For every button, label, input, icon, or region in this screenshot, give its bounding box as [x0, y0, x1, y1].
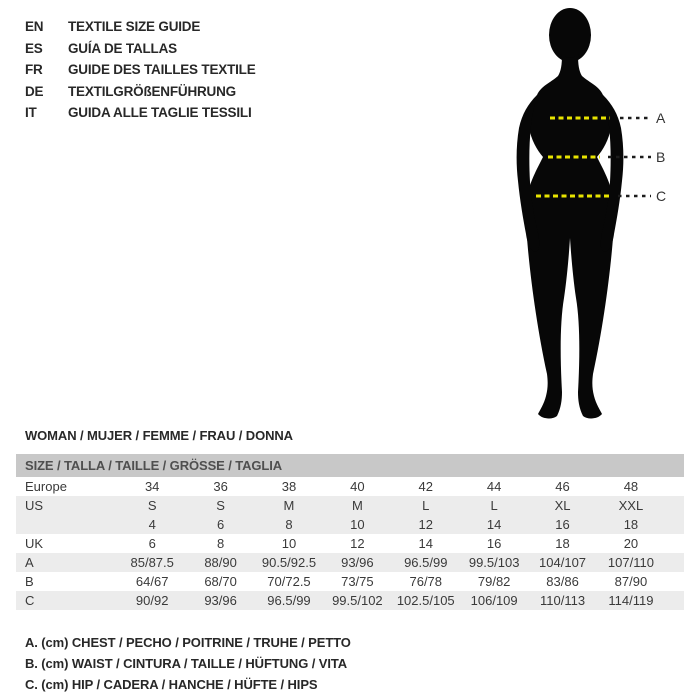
legend-line-1: B. (cm) WAIST / CINTURA / TAILLE / HÜFTUNG / VITA [25, 656, 348, 671]
size-value: 83/86 [546, 574, 579, 589]
size-value: 70/72.5 [267, 574, 311, 589]
size-table-header: SIZE / TALLA / TAILLE / GRÖSSE / TAGLIA [16, 454, 684, 477]
measurement-legend [25, 632, 351, 695]
size-table-body [16, 477, 684, 610]
language-title: TEXTILE SIZE GUIDE [68, 19, 201, 35]
size-value: L [490, 498, 498, 513]
size-value: 34 [144, 479, 160, 494]
language-title: TEXTILGRÖßENFÜHRUNG [68, 83, 236, 99]
size-value: 85/87.5 [130, 555, 174, 570]
size-value: XXL [618, 498, 644, 513]
size-table [16, 454, 684, 610]
language-title: GUIDA ALLE TAGLIE TESSILI [68, 105, 252, 121]
size-value: 20 [623, 536, 639, 551]
language-row-es [25, 38, 256, 60]
size-value: 48 [623, 479, 639, 494]
size-value: 79/82 [477, 574, 511, 589]
size-value: 99.5/103 [468, 555, 520, 570]
size-value: M [283, 498, 295, 513]
size-value: 88/90 [204, 555, 237, 570]
size-value: 90/92 [135, 593, 169, 608]
size-value: 110/113 [540, 593, 586, 608]
language-title-list [25, 16, 256, 124]
row-label: A [25, 555, 34, 570]
marker-label-c: C [656, 188, 667, 204]
size-value: 64/67 [135, 574, 169, 589]
size-value: 44 [486, 479, 502, 494]
size-value: 8 [216, 536, 225, 551]
size-value: S [147, 498, 157, 513]
woman-silhouette-svg [470, 6, 670, 424]
size-value: 102.5/105 [396, 593, 455, 608]
table-row [16, 496, 684, 515]
language-code: DE [25, 83, 44, 99]
row-label: UK [25, 536, 44, 551]
gender-heading: WOMAN / MUJER / FEMME / FRAU / DONNA [25, 428, 293, 443]
size-value: 96.5/99 [267, 593, 311, 608]
table-row [16, 534, 684, 553]
size-value: 104/107 [539, 555, 587, 570]
size-value: S [216, 498, 225, 513]
size-value: 96.5/99 [404, 555, 448, 570]
size-value: 12 [350, 536, 365, 551]
language-row-it [25, 102, 256, 124]
woman-silhouette-figure [470, 6, 670, 424]
size-value: L [422, 498, 430, 513]
legend-line-2: C. (cm) HIP / CADERA / HANCHE / HÜFTE / HIPS [25, 677, 318, 692]
language-title: GUÍA DE TALLAS [68, 40, 177, 56]
language-code: EN [25, 19, 44, 35]
size-value: 16 [555, 517, 570, 532]
language-code: FR [25, 62, 43, 78]
table-row [16, 477, 684, 496]
size-value: 6 [216, 517, 225, 532]
size-value: 36 [213, 479, 228, 494]
size-value: 114/119 [608, 593, 654, 608]
size-value: 73/75 [341, 574, 374, 589]
language-row-fr [25, 59, 256, 81]
row-label: C [25, 593, 35, 608]
marker-label-a: A [656, 110, 666, 126]
row-label: US [25, 498, 44, 513]
table-row [16, 553, 684, 572]
size-value: 46 [555, 479, 570, 494]
table-row [16, 572, 684, 591]
silhouette-head [549, 8, 591, 62]
language-row-en [25, 16, 256, 38]
row-label: Europe [25, 479, 67, 494]
size-value: 4 [148, 517, 156, 532]
size-value: 12 [418, 517, 433, 532]
row-label: B [25, 574, 34, 589]
size-value: 16 [486, 536, 502, 551]
size-value: 38 [281, 479, 297, 494]
size-value: 8 [285, 517, 293, 532]
size-value: 42 [418, 479, 433, 494]
size-value: 6 [148, 536, 156, 551]
silhouette-body [526, 54, 615, 418]
size-value: 10 [350, 517, 365, 532]
size-value: 90.5/92.5 [261, 555, 317, 570]
size-value: 18 [623, 517, 639, 532]
language-row-de [25, 81, 256, 103]
size-value: 93/96 [204, 593, 237, 608]
size-value: 76/78 [409, 574, 443, 589]
size-value: 14 [418, 536, 433, 551]
size-value: 68/70 [204, 574, 237, 589]
size-value: 107/110 [607, 555, 654, 570]
size-value: 87/90 [614, 574, 648, 589]
size-value: 106/109 [470, 593, 518, 608]
language-title: GUIDE DES TAILLES TEXTILE [68, 62, 256, 78]
size-value: 99.5/102 [332, 593, 383, 608]
size-value: 18 [555, 536, 570, 551]
marker-label-b: B [656, 149, 666, 165]
size-value: XL [554, 498, 571, 513]
size-value: 93/96 [341, 555, 374, 570]
table-row [16, 591, 684, 610]
size-value: 14 [486, 517, 502, 532]
size-value: 10 [281, 536, 297, 551]
language-code: ES [25, 40, 43, 56]
table-row [16, 515, 684, 534]
language-code: IT [25, 105, 37, 121]
size-value: 40 [350, 479, 365, 494]
legend-line-0: A. (cm) CHEST / PECHO / POITRINE / TRUHE / PETTO [25, 635, 351, 650]
size-value: M [351, 498, 363, 513]
